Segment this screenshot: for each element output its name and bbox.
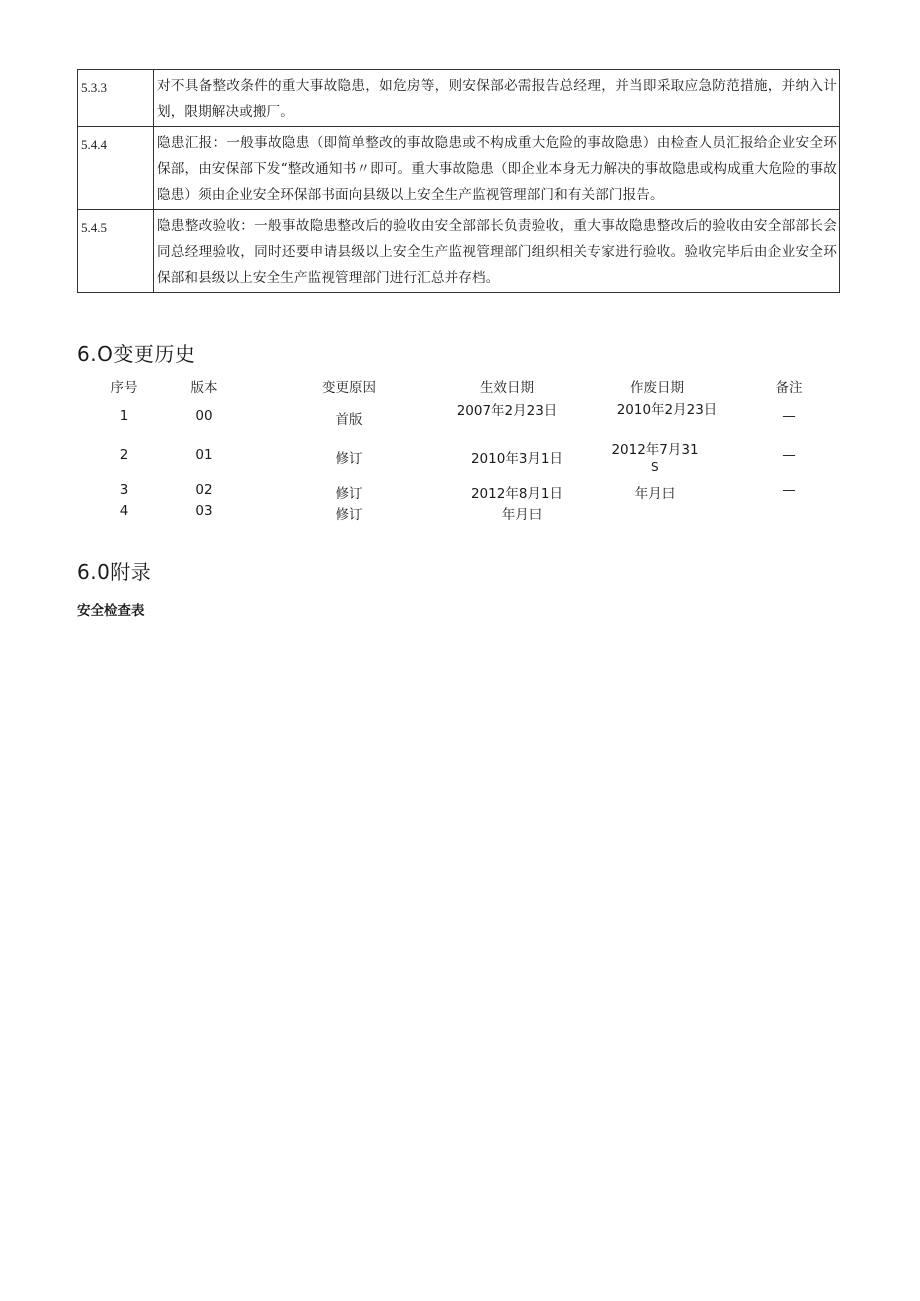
header-remark: 备注 xyxy=(775,380,803,396)
revision-history-table xyxy=(77,372,840,532)
row2-obsolete-extra: S xyxy=(651,460,659,474)
row3-obsolete: 年月曰 xyxy=(634,486,676,502)
row1-remark: — xyxy=(782,408,796,424)
header-version: 版本 xyxy=(190,380,218,396)
row2-obsolete: 2012年7月31 xyxy=(611,442,699,458)
row2-remark: — xyxy=(782,447,796,463)
row4-reason: 修订 xyxy=(335,507,363,523)
row2-effective: 2010年3月1日 xyxy=(470,451,564,467)
row1-reason: 首版 xyxy=(335,412,363,428)
row1-seq: 1 xyxy=(119,408,129,424)
table-row xyxy=(78,70,840,127)
history-heading: 6.O变更历史 xyxy=(77,342,196,366)
row2-seq: 2 xyxy=(119,447,129,463)
table-row xyxy=(78,127,840,210)
table-row xyxy=(78,210,840,293)
clause-table xyxy=(77,69,840,293)
row1-version: 00 xyxy=(195,408,213,424)
row3-seq: 3 xyxy=(119,482,129,498)
appendix-label: 安全检查表 xyxy=(77,603,145,619)
row4-version: 03 xyxy=(195,503,213,519)
row4-effective: 年月曰 xyxy=(501,507,543,523)
row4-seq: 4 xyxy=(119,503,129,519)
clause-number: 5.4.5 xyxy=(78,210,154,293)
header-seq: 序号 xyxy=(110,380,138,396)
row1-obsolete: 2010年2月23日 xyxy=(616,402,718,418)
clause-text: 隐患汇报：一般事故隐患（即简单整改的事故隐患或不构成重大危险的事故隐患）由检查人员汇报给企业安全环保部，由安保部下发“整改通知书〃即可。重大事故隐患（即企业本身无力解决的事故隐患或构成重大危险的事故隐患）须由企业安全环保部书面向县级以上安全生产监视管理部门和有关部门报告。 xyxy=(154,127,840,210)
row3-reason: 修订 xyxy=(335,486,363,502)
header-reason: 变更原因 xyxy=(322,380,376,396)
row2-reason: 修订 xyxy=(335,451,363,467)
row3-effective: 2012年8月1日 xyxy=(470,486,564,502)
clause-text: 隐患整改验收：一般事故隐患整改后的验收由安全部部长负责验收，重大事故隐患整改后的验收由安全部部长会同总经理验收，同时还要申请县级以上安全生产监视管理部门组织相关专家进行验收。验收完毕后由企业安全环保部和县级以上安全生产监视管理部门进行汇总并存档。 xyxy=(154,210,840,293)
clause-text: 对不具备整改条件的重大事故隐患，如危房等，则安保部必需报告总经理，并当即采取应急防范措施，并纳入计划，限期解决或搬厂。 xyxy=(154,70,840,127)
row3-remark: — xyxy=(782,482,796,498)
row3-version: 02 xyxy=(195,482,213,498)
header-effective: 生效日期 xyxy=(480,380,534,396)
row1-effective: 2007年2月23日 xyxy=(456,403,558,419)
clause-number: 5.4.4 xyxy=(78,127,154,210)
header-obsolete: 作废日期 xyxy=(630,380,684,396)
appendix-heading: 6.0附录 xyxy=(77,560,152,584)
row2-version: 01 xyxy=(195,447,213,463)
clause-number: 5.3.3 xyxy=(78,70,154,127)
